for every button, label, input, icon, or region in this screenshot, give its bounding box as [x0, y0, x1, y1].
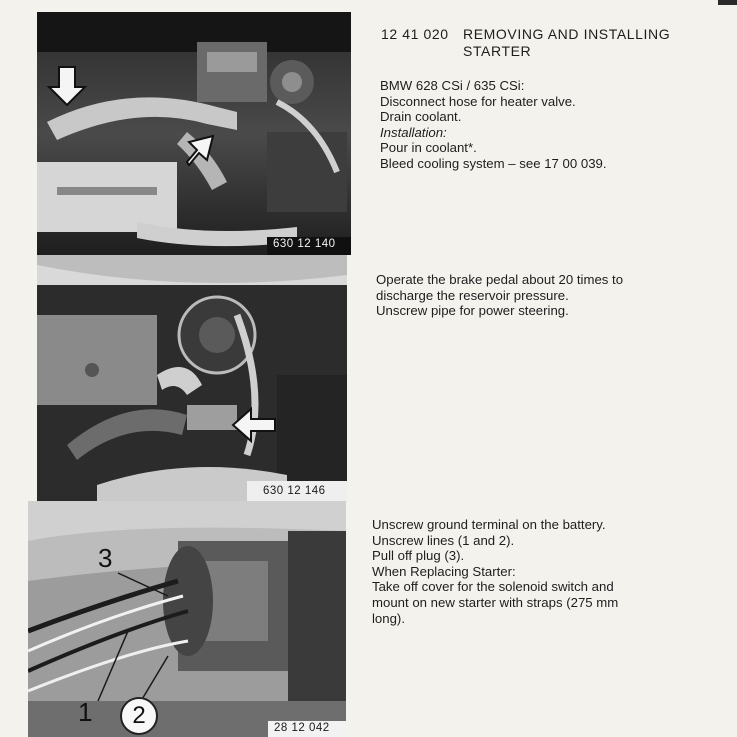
starter-photo-terminals — [28, 501, 346, 737]
text-line: Drain coolant. — [380, 109, 462, 125]
page-corner-mark — [718, 0, 737, 5]
instructions-block-3 — [372, 517, 618, 626]
text-line: long). — [372, 610, 405, 626]
text-line: discharge the reservoir pressure. — [376, 287, 569, 303]
instructions-block-1 — [380, 78, 607, 172]
instructions-block-2 — [376, 272, 623, 319]
heading-title-line1: REMOVING AND INSTALLING — [463, 26, 671, 42]
text-line: When Replacing Starter: — [372, 563, 516, 579]
section-heading — [381, 26, 670, 59]
text-line: Pour in coolant*. — [380, 140, 477, 156]
photo-caption: 630 12 146 — [263, 485, 326, 497]
text-line: mount on new starter with straps (275 mm — [372, 594, 619, 610]
text-line: Pull off plug (3). — [372, 548, 465, 564]
photo-caption: 630 12 140 — [273, 238, 336, 250]
engine-photo-heater-hose — [37, 12, 351, 255]
text-line: Unscrew pipe for power steering. — [376, 303, 569, 319]
heading-title-line2: STARTER — [463, 42, 532, 59]
text-line: Installation: — [380, 124, 447, 140]
text-line: Bleed cooling system – see 17 00 039. — [380, 155, 607, 171]
callout-2: 2 — [120, 697, 158, 735]
text-line: Take off cover for the solenoid switch and — [372, 579, 614, 595]
photo-caption: 28 12 042 — [274, 722, 330, 734]
text-line: Operate the brake pedal about 20 times to — [376, 272, 624, 287]
heading-code: 12 41 020 — [381, 26, 449, 42]
text-line: Disconnect hose for heater valve. — [380, 93, 576, 109]
callout-1: 1 — [78, 697, 93, 727]
text-line: BMW 628 CSi / 635 CSi: — [380, 78, 525, 93]
callout-3: 3 — [98, 543, 113, 573]
engine-photo-power-steering — [37, 255, 347, 501]
text-line: Unscrew lines (1 and 2). — [372, 532, 515, 548]
text-line: Unscrew ground terminal on the battery. — [372, 517, 606, 532]
